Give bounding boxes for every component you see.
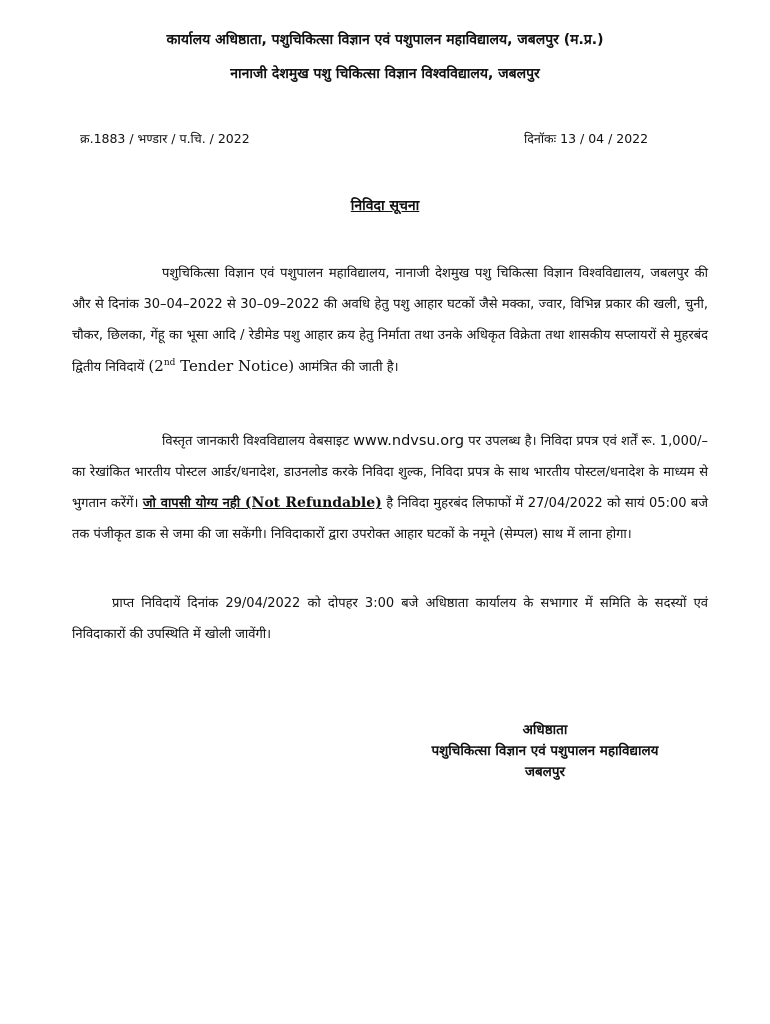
reference-number: क्र.1883 / भण्डार / प.चि. / 2022 — [80, 131, 250, 146]
paragraph-tender-invitation — [72, 258, 708, 383]
website-link[interactable]: www.ndvsu.org — [353, 433, 465, 449]
not-refundable-hindi: जो वापसी योग्य नही — [142, 496, 241, 511]
reference-date: दिनॉकः 13 / 04 / 2022 — [524, 131, 649, 146]
notice-title — [0, 196, 770, 215]
signatory-city: जबलपुर — [524, 764, 566, 780]
signatory-designation: अधिष्ठाता — [522, 722, 568, 738]
tender-notice-open: (2 — [148, 357, 164, 375]
office-header: कार्यालय अधिष्ठाता, पशुचिकित्सा विज्ञान एवं पशुपालन महाविद्यालय, जबलपुर (म.प्र.) — [166, 32, 604, 48]
paragraph-2-post: है निविदा मुहरबंद लिफाफों में 27/04/2022 को सायं 05:00 बजे तक पंजीकृत डाक से जमा की जा सकेंगी। निविदाकारों द्वारा उपरोक्त आहार घटकों के नमूने (सेम्पल) साथ में लाना होगा। — [72, 496, 708, 542]
not-refundable-english: (Not Refundable) — [244, 495, 382, 511]
paragraph-2-mid: पर उपलब्ध है। निविदा प्रपत्र एवं शर्तें रू. 1,000/– का रेखांकित भारतीय पोस्टल आर्डर/धनादेश, डाउनलोड करके निविदा शुल्क, निविदा प्रपत्र के साथ भारतीय पोस्टल/धनादेश के माध्यम से भुगतान करेंगें। — [72, 434, 708, 511]
paragraph-details — [72, 426, 708, 550]
paragraph-1-tail: आमंत्रित की जाती है। — [298, 360, 399, 375]
signature-block — [410, 720, 680, 783]
paragraph-1-text: पशुचिकित्सा विज्ञान एवं पशुपालन महाविद्यालय, नानाजी देशमुख पशु चिकित्सा विज्ञान विश्वविद्यालय, जबलपुर की और से दिनांक 30–04–2022 से 30–09–2022 की अवधि हेतु पशु आहार घटकों जैसे मक्का, ज्वार, विभिन्न प्रकार की खली, चुनी, चौकर, छिलका, गेंहू का भूसा आदि / रेडीमेड पशु आहार क्रय हेतु निर्माता तथा उनके अधिकृत विक्रेता तथा शासकीय सप्लायरों से मुहरबंद द्वितीय निविदायें — [72, 266, 708, 375]
signatory-office: पशुचिकित्सा विज्ञान एवं पशुपालन महाविद्यालय — [431, 743, 659, 759]
tender-notice-close: Tender Notice) — [175, 357, 295, 375]
tender-notice-label — [148, 357, 294, 375]
tender-notice-sup: nd — [163, 358, 176, 368]
paragraph-opening: प्राप्त निविदायें दिनांक 29/04/2022 को दोपहर 3:00 बजे अधिष्ठाता कार्यालय के सभागार में समिति के सदस्यों एवं निविदाकारों की उपस्थिति में खोली जावेंगी। — [72, 596, 708, 642]
paragraph-2-pre: विस्तृत जानकारी विश्वविद्यालय वेबसाइट — [162, 434, 349, 449]
notice-title-text: निविदा सूचना — [350, 198, 420, 214]
university-header: नानाजी देशमुख पशु चिकित्सा विज्ञान विश्वविद्यालय, जबलपुर — [230, 66, 540, 82]
not-refundable-note — [143, 496, 382, 511]
